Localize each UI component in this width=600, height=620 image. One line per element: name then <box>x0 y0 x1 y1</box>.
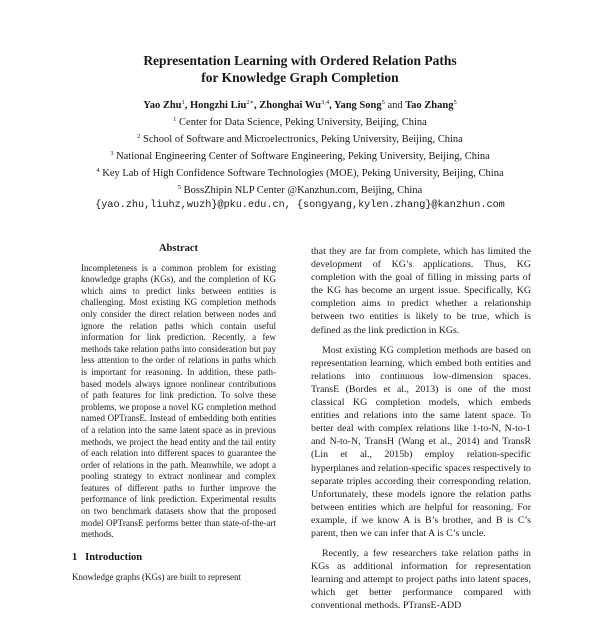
author-block <box>0 96 600 213</box>
author-and: and <box>387 100 403 111</box>
title-line-2: for Knowledge Graph Completion <box>201 70 399 85</box>
right-column <box>311 245 531 620</box>
section-number: 1 <box>72 551 78 563</box>
author-sup: 1 <box>181 99 185 106</box>
title-line-1: Representation Learning with Ordered Relation Paths <box>143 53 457 68</box>
author-sup: 2∗ <box>246 99 254 106</box>
abstract-heading: Abstract <box>158 243 199 254</box>
affiliation: $^3$ National Engineering Center of Software Engineering, Peking University, Beijing, China <box>110 150 490 162</box>
body-paragraph: that they are far from complete, which has limited the development of KG’s applications. Thus, KG completion with the goal of filling in missing parts of the KG has become an urgent issue. Specifically, KG completion aims to predict whether a relationship between two entities is likely to be true, which is defined as the link prediction in KGs. <box>311 246 531 336</box>
author-sup: 5 <box>453 99 457 106</box>
affiliation: $^5$ BossZhipin NLP Center @Kanzhun.com, Beijing, China <box>177 184 423 196</box>
left-column <box>72 243 285 584</box>
author-name: Yang Song <box>334 100 382 111</box>
affiliation: $^2$ School of Software and Microelectronics, Peking University, Beijing, China <box>137 133 463 145</box>
introduction-text-start: Knowledge graphs (KGs) are built to represent <box>72 572 241 583</box>
body-paragraph: Most existing KG completion methods are based on representation learning, which embed both entities and relations into continuous low-dimension spaces. TransE (Bordes et al., 2013) is one of the most classical KG completion models, which embeds entities and relations into the same latent space. To better deal with complex relations like 1-to-N, N-to-1 and N-to-N, TransH (Wang et al., 2014) and TransR (Lin et al., 2015b) employ relation-specific hyperplanes and relation-specific spaces respectively to separate triples according their corresponding relation. Unfortunately, these models ignore the relation paths between entities which are helpful for reasoning. For example, if we know A is B’s brother, and B is C’s parent, then we can infer that A is C’s uncle. <box>311 344 531 539</box>
affiliation: $^4$ Key Lab of High Confidence Software Technologies (MOE), Peking University, Beijing, China <box>96 167 504 179</box>
author-name: Hongzhi Liu <box>190 100 247 111</box>
section-heading-introduction <box>72 552 285 564</box>
author-name: Tao Zhang <box>405 100 454 111</box>
author-sup: 3,4 <box>321 99 330 106</box>
paper-title <box>0 52 600 86</box>
author-names: Yao Zhu$^1$, Hongzhi Liu$^{2∗}$, Zhonghai Wu$^{3,4}$, Yang Song$^5$ and Tao Zhang$^5$ <box>143 99 457 111</box>
author-name: Yao Zhu <box>143 100 182 111</box>
section-title: Introduction <box>85 551 143 563</box>
author-sup: 5 <box>381 99 385 106</box>
author-name: Zhonghai Wu <box>259 100 322 111</box>
abstract-text: Incompleteness is a common problem for existing knowledge graphs (KGs), and the completion of KG which aims to predict links between entities is challenging. Most existing KG completion methods only consider the direct relation between nodes and ignore the relation paths which contain useful information for link prediction. Recently, a few methods take relation paths into consideration but pay less attention to the order of relations in paths which is important for reasoning. In addition, these path-based models always ignore nonlinear contributions of path features for link prediction. To solve these problems, we propose a novel KG completion method named OPTransE. Instead of embedding both entities of a relation into the same latent space as in previous methods, we project the head entity and the tail entity of each relation into different spaces to guarantee the order of relations in the path. Meanwhile, we adopt a pooling strategy to extract nonlinear and complex features of different paths to further improve the performance of link prediction. Experimental results on two benchmark datasets show that the proposed model OPTransE performs better than state-of-the-art methods. <box>81 262 276 540</box>
affiliation: $^1$ Center for Data Science, Peking University, Beijing, China <box>173 116 427 128</box>
author-emails: {yao.zhu,liuhz,wuzh}@pku.edu.cn, {songyang,kylen.zhang}@kanzhun.com <box>95 200 505 211</box>
body-paragraph: Recently, a few researchers take relation paths in KGs as additional information for representation learning and attempt to project paths into latent spaces, which get better performance compared with conventional methods. PTransE-ADD <box>311 548 531 612</box>
